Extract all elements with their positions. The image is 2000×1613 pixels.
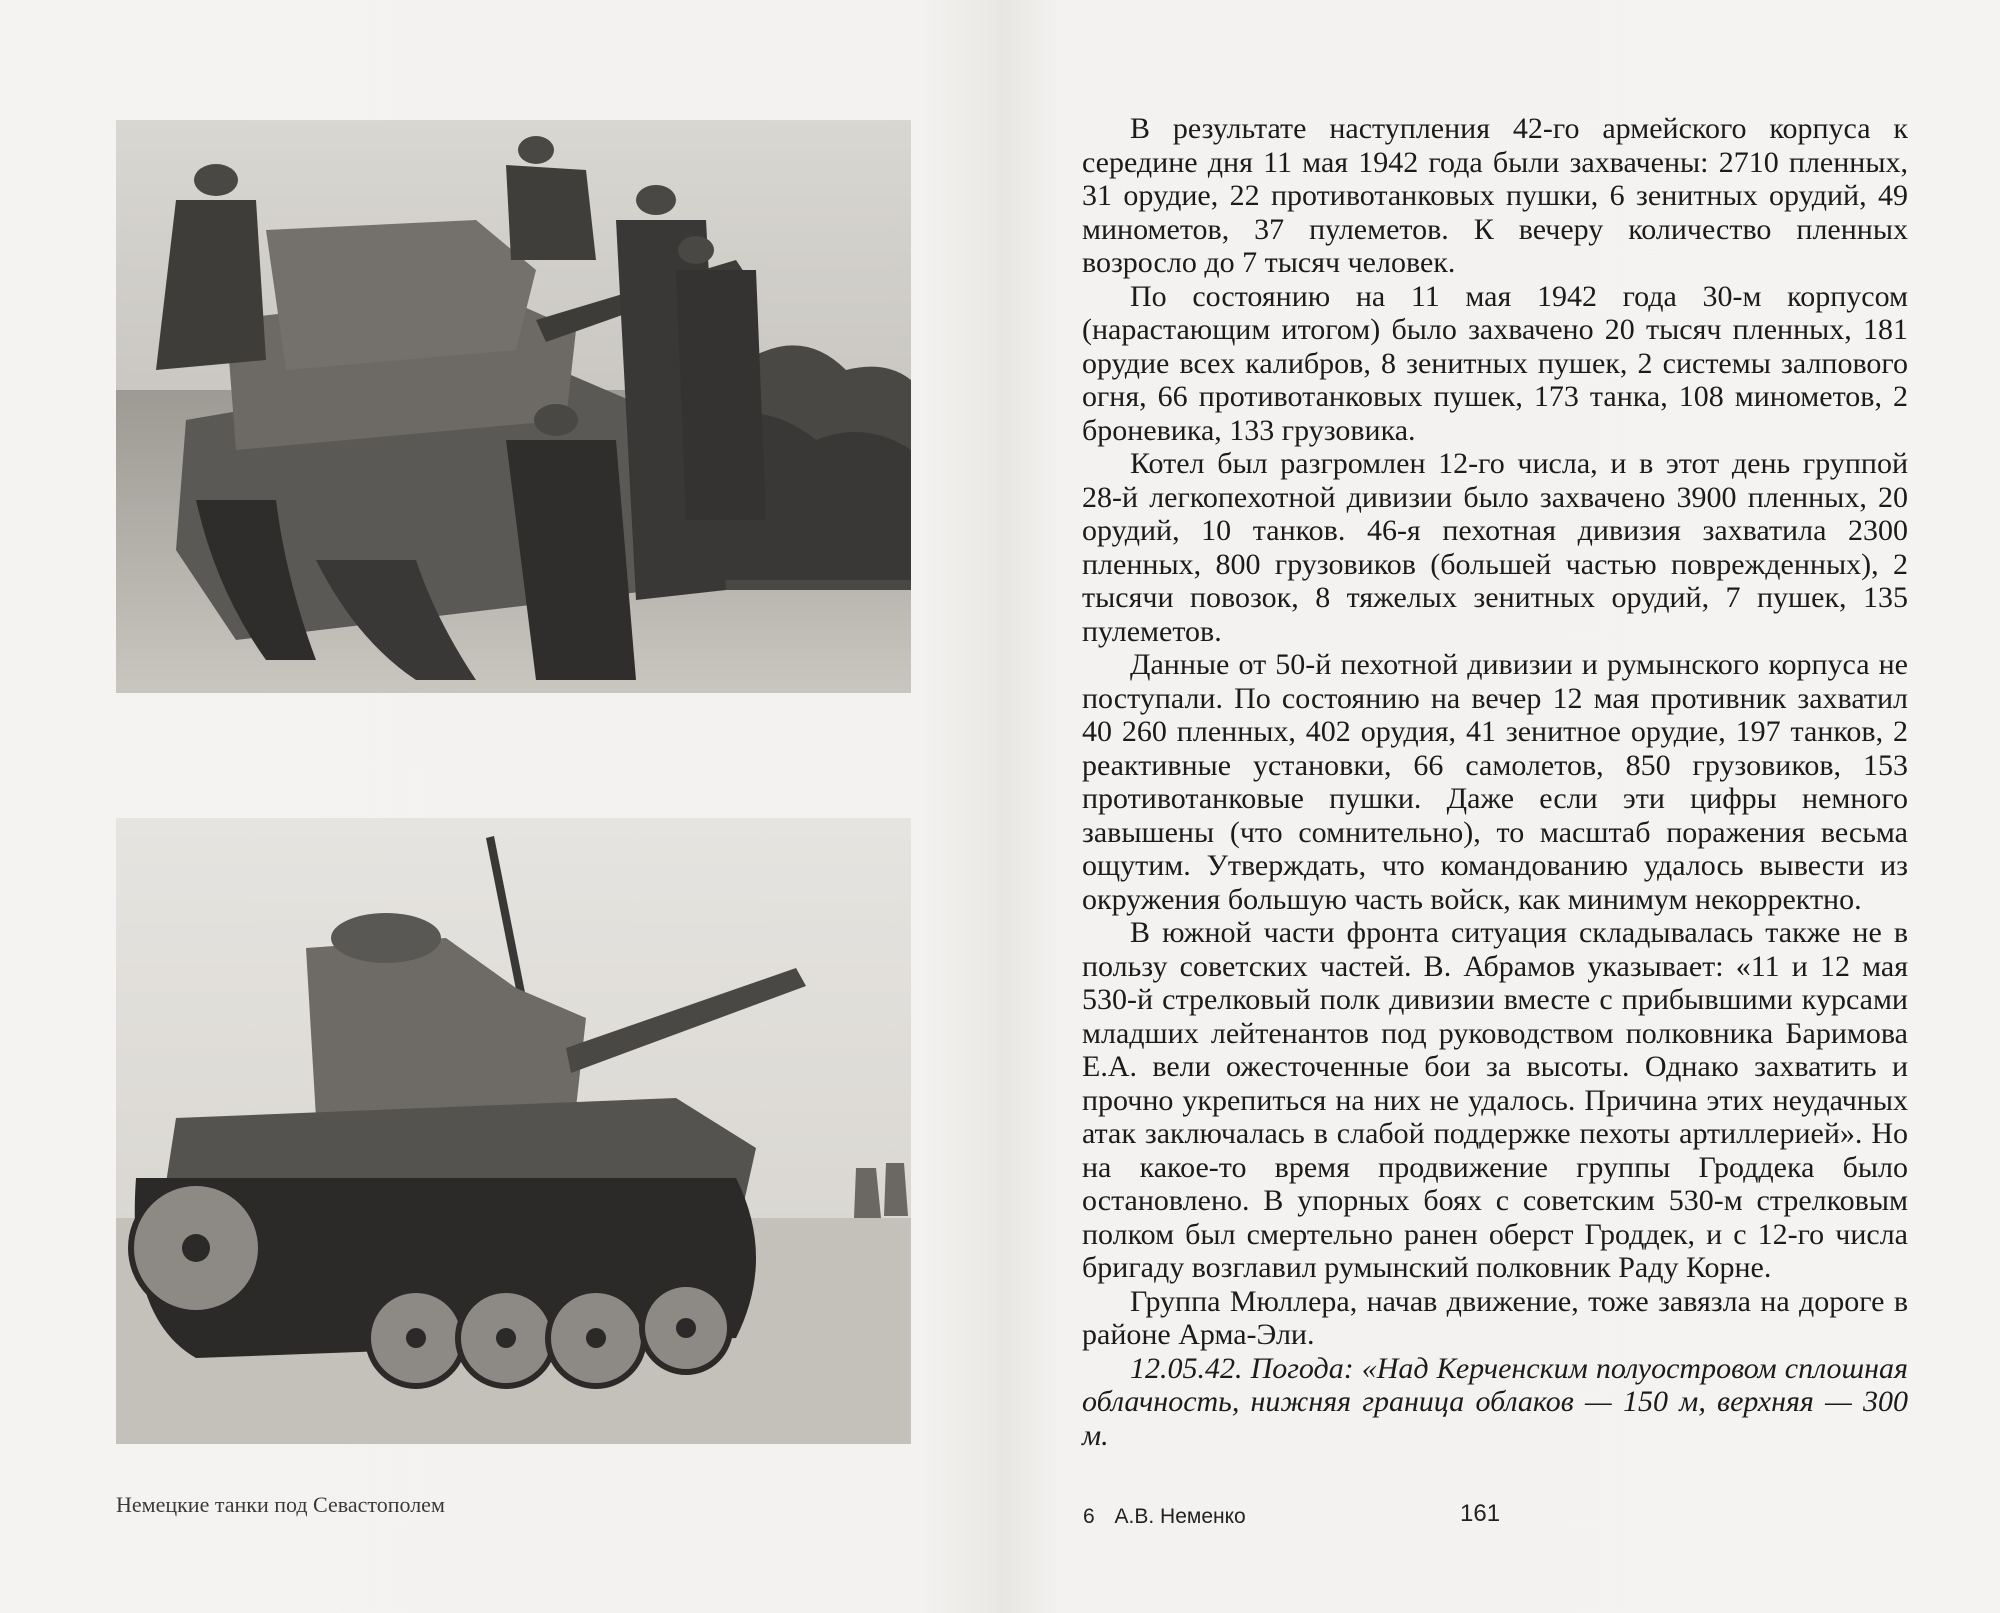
paragraph: Котел был разгромлен 12-го числа, и в этот день группой 28-й легкопехотной дивизии было захвачено 3900 пленных, 20 орудий, 10 танков. 46-я пехотная дивизия захватила 2300 пленных, 800 грузовиков (большей частью поврежденных), 2 тысячи повозок, 8 тяжелых зенитных орудий, 7 пушек, 135 пулеметов. bbox=[1082, 447, 1908, 648]
paragraph: Группа Мюллера, начав движение, тоже завязла на дороге в районе Арма-Эли. bbox=[1082, 1284, 1908, 1351]
page-number: 161 bbox=[1460, 1500, 1501, 1527]
paragraph: В результате наступления 42-го армейского корпуса к середине дня 11 мая 1942 года были захвачены: 2710 пленных, 31 орудие, 22 противотанковых пушки, 6 зенитных орудий, 49 минометов, 37 пулеметов. К вечеру количество пленных возросло до 7 тысяч человек. bbox=[1082, 112, 1908, 279]
signature-number: 6 bbox=[1083, 1505, 1095, 1528]
italic-paragraph: 12.05.42. Погода: «Над Керченским полуостровом сплошная облачность, нижняя граница облаков — 150 м, верхняя — 300 м. bbox=[1082, 1351, 1908, 1452]
photo-destroyed-tank bbox=[116, 818, 911, 1444]
printer-signature bbox=[1083, 1505, 1246, 1529]
signature-author: А.В. Неменко bbox=[1114, 1505, 1246, 1528]
paragraph: По состоянию на 11 мая 1942 года 30-м корпусом (нарастающим итогом) было захвачено 20 тысяч пленных, 181 орудие всех калибров, 8 зенитных пушек, 2 системы залпового огня, 66 противотанковых пушек, 173 танка, 108 минометов, 2 броневика, 133 грузовика. bbox=[1082, 279, 1908, 447]
body-text bbox=[1082, 112, 1908, 1452]
paragraph: Данные от 50-й пехотной дивизии и румынского корпуса не поступали. По состоянию на вечер 12 мая противник захватил 40 260 пленных, 402 орудия, 41 зенитное орудие, 197 танков, 2 реактивные установки, 66 самолетов, 850 грузовиков, 153 противотанковые пушки. Даже если эти цифры немного завышены (что сомнительно), то масштаб поражения весьма ощутим. Утверждать, что командованию удалось вывести из окружения большую часть войск, как минимум некорректно. bbox=[1082, 648, 1908, 916]
photo-caption: Немецкие танки под Севастополем bbox=[116, 1492, 445, 1517]
paragraph: В южной части фронта ситуация складывалась также не в пользу советских частей. В. Абрамов указывает: «11 и 12 мая 530-й стрелковый полк дивизии вместе с прибывшими курсами младших лейтенантов под руководством полковника Баримова Е.А. вели ожесточенные бои за высоты. Однако захватить и прочно укрепиться на них не удалось. Причина этих неудачных атак заключалась в слабой поддержке пехоты артиллерией». Но на какое-то время продвижение группы Гроддека было остановлено. В упорных боях с советским 530-м стрелковым полком был смертельно ранен оберст Гроддек, и с 12-го числа бригаду возглавил румынский полковник Раду Корне. bbox=[1082, 916, 1908, 1284]
photo-tank-with-soldiers bbox=[116, 120, 911, 693]
